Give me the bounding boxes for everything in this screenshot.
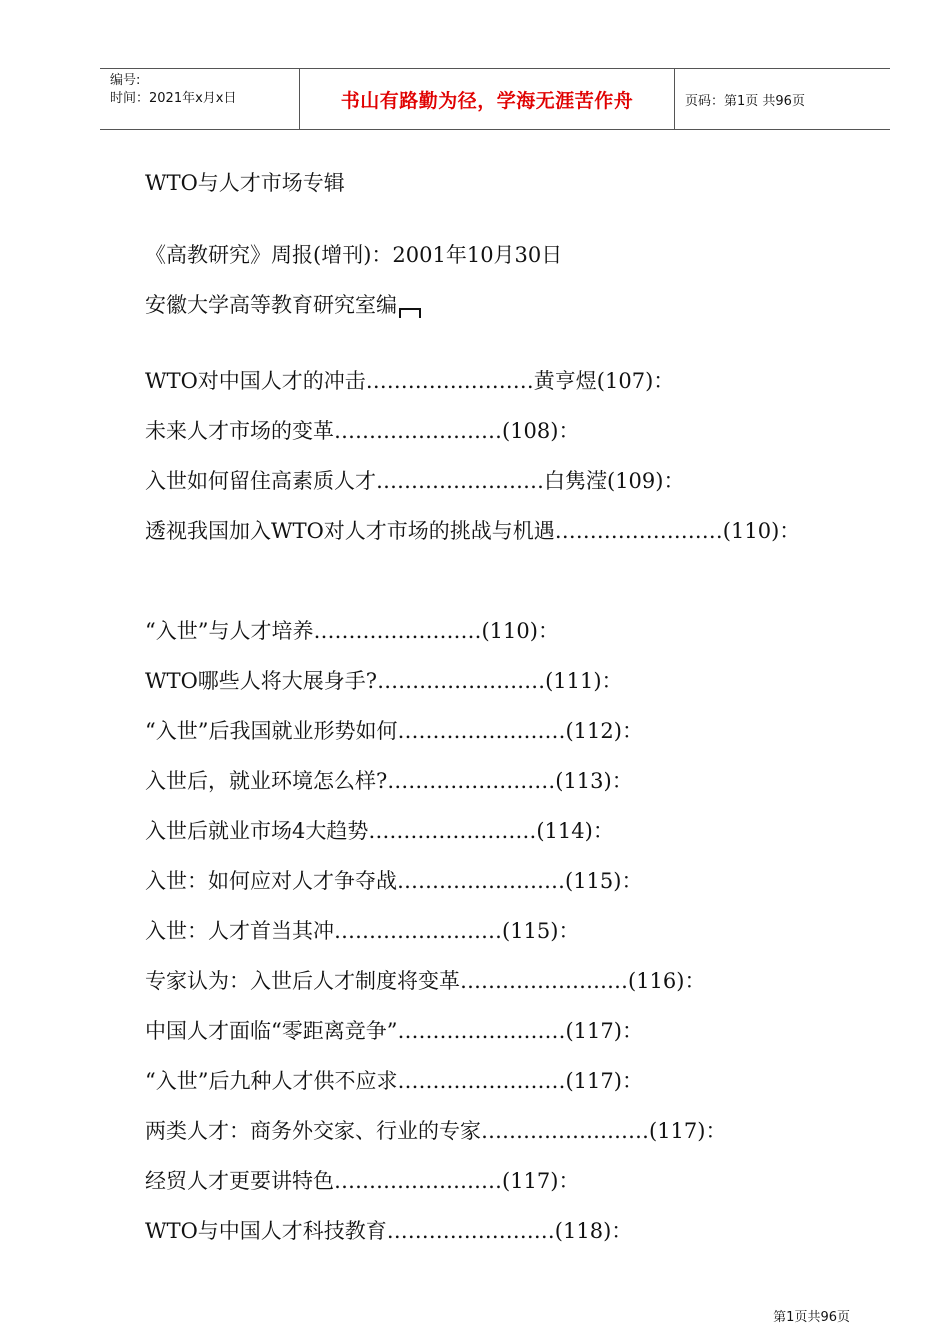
toc-item: “入世”与人才培养……………………(110)： (145, 619, 559, 643)
toc-item: WTO对中国人才的冲击……………………黄亨煜(107)： (145, 369, 675, 393)
table-of-contents (145, 366, 845, 1266)
header-meta (100, 69, 300, 129)
toc-item: 入世后，就业环境怎么样?……………………(113)： (145, 769, 633, 793)
doc-time-label: 时间：2021年x月x日 (110, 91, 237, 106)
editor-text: 安徽大学高等教育研究室编 (145, 293, 397, 317)
header-motto-cell (300, 69, 675, 129)
header-motto: 书山有路勤为径，学海无涯苦作舟 (340, 89, 634, 112)
toc-item: 透视我国加入WTO对人才市场的挑战与机遇……………………(110)： (145, 519, 801, 543)
toc-item: 入世如何留住高素质人才……………………白隽滢(109)： (145, 469, 685, 493)
publication-line: 《高教研究》周报(增刊)：2001年10月30日 (145, 243, 563, 267)
toc-item: “入世”后我国就业形势如何……………………(112)： (145, 719, 643, 743)
toc-item: 中国人才面临“零距离竞争”……………………(117)： (145, 1019, 643, 1043)
toc-item: 经贸人才更要讲特色……………………(117)： (145, 1169, 580, 1193)
editor-line (145, 290, 421, 320)
page-footer: 第1页共96页 (773, 1310, 850, 1325)
toc-item: “入世”后九种人才供不应求……………………(117)： (145, 1069, 643, 1093)
toc-item: 入世后就业市场4大趋势……………………(114)： (145, 819, 614, 843)
toc-item: 入世：人才首当其冲……………………(115)： (145, 919, 580, 943)
toc-item: WTO与中国人才科技教育……………………(118)： (145, 1219, 633, 1243)
toc-item: 入世：如何应对人才争夺战……………………(115)： (145, 869, 643, 893)
editor-mark (399, 308, 421, 318)
toc-item: 未来人才市场的变革……………………(108)： (145, 419, 580, 443)
toc-item: 两类人才：商务外交家、行业的专家……………………(117)： (145, 1119, 727, 1143)
toc-item: 专家认为：入世后人才制度将变革……………………(116)： (145, 969, 706, 993)
toc-item: WTO哪些人将大展身手?……………………(111)： (145, 669, 623, 693)
header-page-info: 页码：第1页 共96页 (685, 93, 805, 109)
doc-number-label: 编号: (110, 73, 141, 88)
page-header (100, 68, 890, 130)
document-title: WTO与人才市场专辑 (145, 171, 345, 195)
